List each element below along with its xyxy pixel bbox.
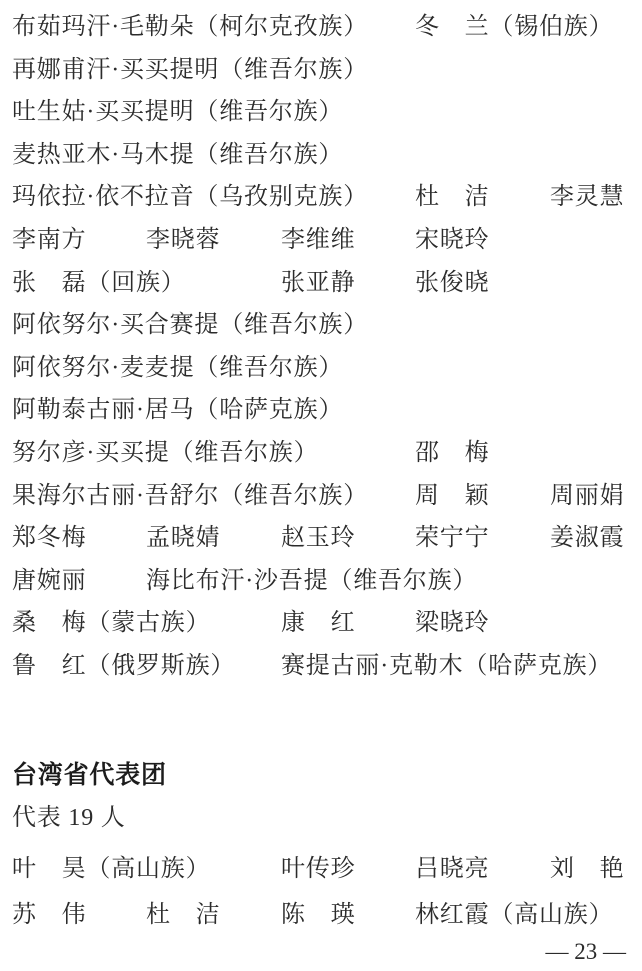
delegate-name: 荣宁宁 xyxy=(415,525,490,552)
delegate-name: 鲁 红（俄罗斯族） xyxy=(12,652,236,679)
delegate-name: 努尔彦·买买提（维吾尔族） xyxy=(12,439,319,466)
delegate-name: 李晓蓉 xyxy=(146,226,221,253)
delegate-name: 唐婉丽 xyxy=(12,567,87,594)
delegate-name: 刘 艳 xyxy=(550,855,625,882)
delegate-name: 周 颖 xyxy=(415,482,490,509)
name-list-line xyxy=(0,846,642,892)
page-number: — 23 — xyxy=(545,938,626,964)
delegate-name: 康 红 xyxy=(281,610,356,637)
delegate-name: 吕晓亮 xyxy=(415,855,490,882)
delegate-name: 再娜甫汗·买买提明（维吾尔族） xyxy=(12,56,368,83)
delegate-name: 陈 瑛 xyxy=(281,901,356,928)
delegate-name: 杜 洁 xyxy=(146,901,221,928)
delegate-name: 杜 洁 xyxy=(415,184,490,211)
delegate-count: 代表 19 人 xyxy=(12,804,126,831)
name-list-line xyxy=(0,517,642,560)
name-list-line xyxy=(0,892,642,938)
name-list-line xyxy=(0,6,642,49)
delegate-name: 布茹玛汗·毛勒朵（柯尔克孜族） xyxy=(12,14,368,40)
delegate-name: 叶 昊（高山族） xyxy=(12,855,211,882)
delegate-name: 李南方 xyxy=(12,226,87,253)
delegate-name: 麦热亚木·马木提（维吾尔族） xyxy=(12,141,344,168)
delegate-name: 邵 梅 xyxy=(415,439,490,466)
taiwan-delegate-name-list xyxy=(0,840,642,938)
delegate-name: 宋晓玲 xyxy=(415,226,490,253)
name-list-line xyxy=(0,475,642,518)
name-list-line xyxy=(0,432,642,475)
delegate-name: 果海尔古丽·吾舒尔（维吾尔族） xyxy=(12,482,368,509)
section-title-taiwan-delegation: 台湾省代表团 xyxy=(12,760,167,789)
name-list-line xyxy=(0,49,642,92)
name-list-line xyxy=(0,262,642,305)
delegate-name: 张俊晓 xyxy=(415,269,490,296)
name-list-line xyxy=(0,91,642,134)
delegate-name: 赛提古丽·克勒木（哈萨克族） xyxy=(281,652,613,679)
delegate-name: 梁晓玲 xyxy=(415,610,490,637)
name-list-line xyxy=(0,560,642,603)
delegate-name: 苏 伟 xyxy=(12,901,87,928)
name-list-line xyxy=(0,304,642,347)
delegate-name: 郑冬梅 xyxy=(12,525,87,552)
delegate-name: 周丽娟 xyxy=(550,482,625,509)
delegate-name: 李维维 xyxy=(281,226,356,253)
delegate-name: 林红霞（高山族） xyxy=(415,901,614,928)
name-list-line xyxy=(0,389,642,432)
name-list-line xyxy=(0,645,642,688)
delegate-name: 玛依拉·依不拉音（乌孜别克族） xyxy=(12,184,368,211)
delegate-name: 张亚静 xyxy=(281,269,356,296)
delegate-name: 阿依努尔·麦麦提（维吾尔族） xyxy=(12,354,344,381)
delegate-name: 姜淑霞 xyxy=(550,525,625,552)
delegate-name: 张 磊（回族） xyxy=(12,269,186,296)
delegate-name: 叶传珍 xyxy=(281,855,356,882)
delegate-name: 阿依努尔·买合赛提（维吾尔族） xyxy=(12,312,368,339)
delegate-name: 吐生姑·买买提明（维吾尔族） xyxy=(12,99,344,126)
delegate-name: 海比布汗·沙吾提（维吾尔族） xyxy=(146,567,478,594)
delegate-name: 赵玉玲 xyxy=(281,525,356,552)
name-list-line xyxy=(0,134,642,177)
name-list-line xyxy=(0,219,642,262)
delegate-name: 桑 梅（蒙古族） xyxy=(12,610,211,637)
name-list-line xyxy=(0,602,642,645)
name-list-line xyxy=(0,347,642,390)
delegate-name: 阿勒泰古丽·居马（哈萨克族） xyxy=(12,397,344,424)
delegate-name: 冬 兰（锡伯族） xyxy=(415,14,614,40)
delegate-name: 孟晓婧 xyxy=(146,525,221,552)
delegate-name: 李灵慧 xyxy=(550,184,625,211)
name-list-line xyxy=(0,176,642,219)
